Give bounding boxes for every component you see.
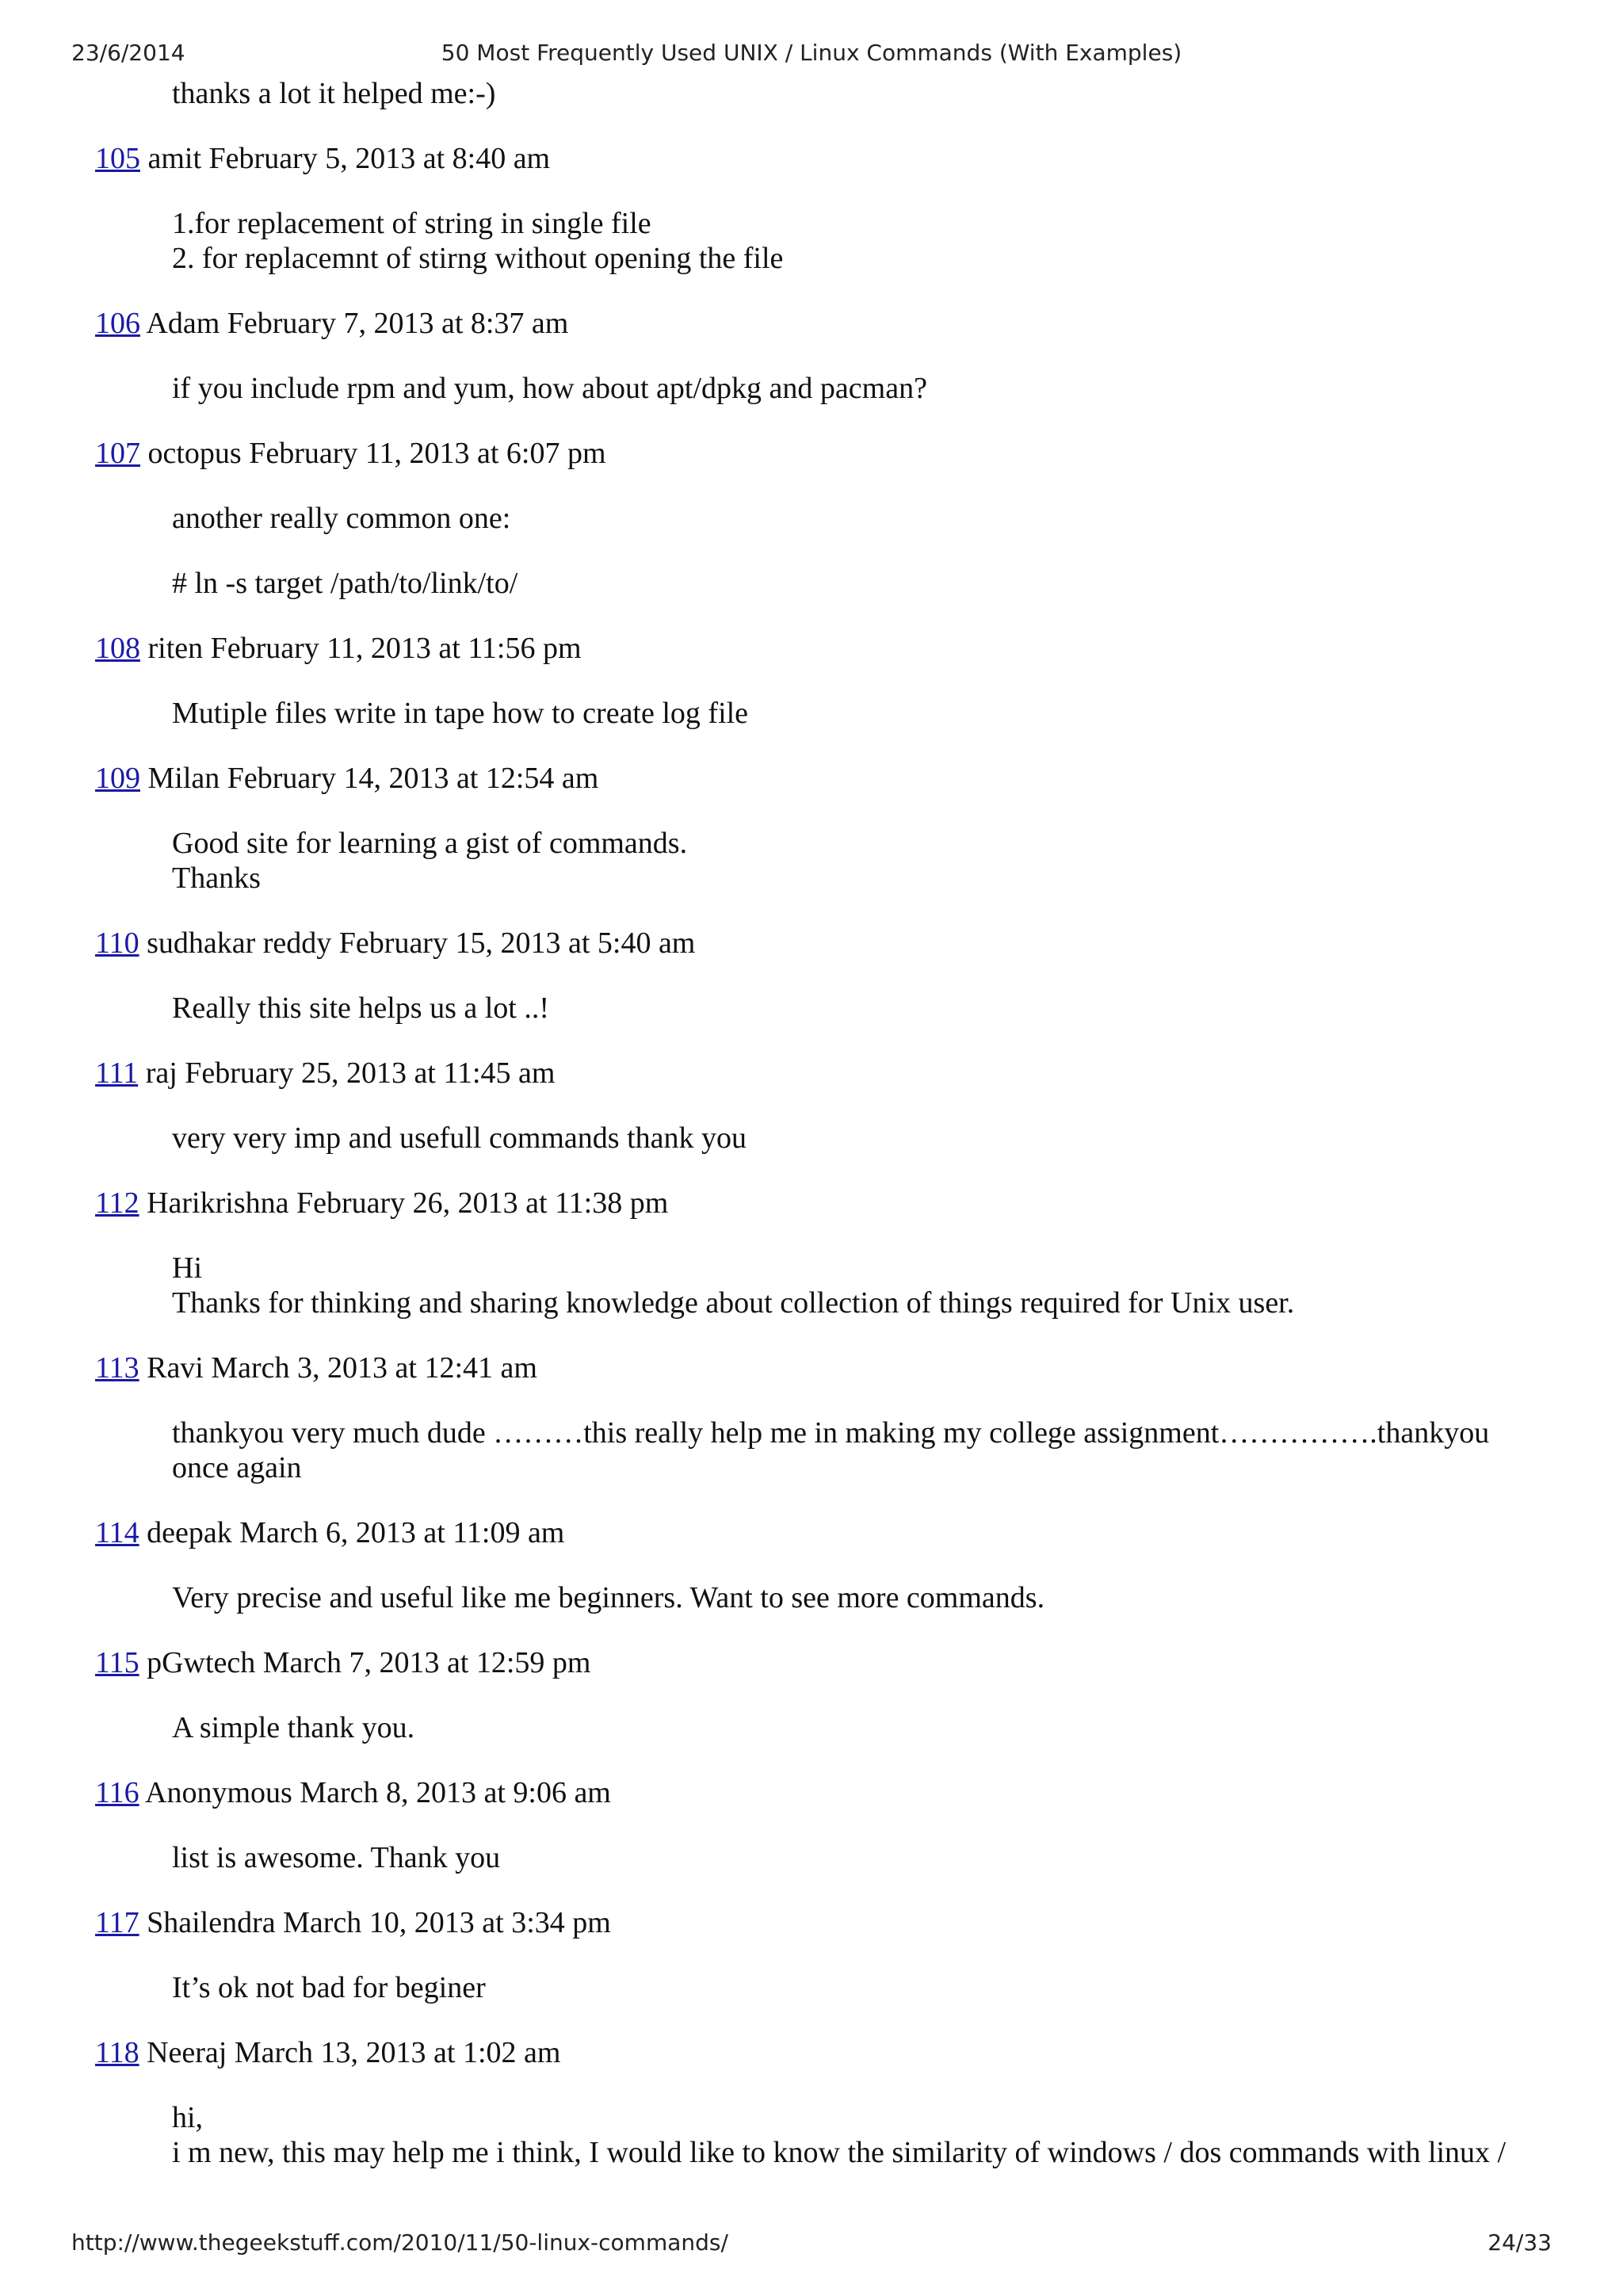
comment-paragraph: Really this site helps us a lot ..! bbox=[172, 991, 550, 1025]
comment-header bbox=[95, 436, 1553, 471]
comment-item bbox=[95, 1350, 1553, 1485]
comment-body bbox=[172, 206, 1553, 276]
comment-body bbox=[172, 1415, 1553, 1485]
comment-item bbox=[95, 1186, 1553, 1320]
comment-item bbox=[95, 1645, 1553, 1745]
comment-author-date: sudhakar reddy February 15, 2013 at 5:40 am bbox=[147, 926, 696, 960]
comment-body bbox=[172, 2100, 1553, 2170]
comment-body bbox=[172, 501, 1553, 601]
comment-item bbox=[95, 1775, 1553, 1875]
comment-item bbox=[95, 436, 1553, 601]
comment-paragraph: Hi Thanks for thinking and sharing knowledge about collection of things required for Unix user. bbox=[172, 1251, 1295, 1320]
comment-body bbox=[172, 991, 1553, 1026]
comment-body bbox=[172, 1580, 1553, 1615]
comment-paragraph: hi, i m new, this may help me i think, I would like to know the similarity of windows / dos commands with linux / bbox=[172, 2101, 1507, 2169]
comment-author-date: Anonymous March 8, 2013 at 9:06 am bbox=[145, 1776, 611, 1809]
comment-paragraph: thankyou very much dude ………this really help me in making my college assignment…………….thankyou once again bbox=[172, 1416, 1490, 1484]
comment-header bbox=[95, 1905, 1553, 1940]
comments-content bbox=[95, 76, 1553, 2170]
comment-body bbox=[172, 1121, 1553, 1156]
comment-header bbox=[95, 141, 1553, 176]
comment-paragraph: It’s ok not bad for beginer bbox=[172, 1971, 486, 2004]
page-number: 24/33 bbox=[1487, 2229, 1552, 2256]
comment-body bbox=[172, 1840, 1553, 1875]
comment-item bbox=[95, 1515, 1553, 1615]
comment-item bbox=[95, 1905, 1553, 2005]
comment-item bbox=[95, 631, 1553, 731]
comment-header bbox=[95, 631, 1553, 666]
comment-header bbox=[95, 2035, 1553, 2070]
comment-body bbox=[172, 1710, 1553, 1745]
comment-body bbox=[172, 371, 1553, 406]
comment-body bbox=[172, 1251, 1553, 1320]
comment-author-date: deepak March 6, 2013 at 11:09 am bbox=[147, 1516, 565, 1549]
comment-item bbox=[95, 141, 1553, 276]
comment-number-link[interactable]: 113 bbox=[95, 1351, 139, 1385]
comment-item bbox=[95, 1056, 1553, 1156]
comment-list bbox=[95, 141, 1553, 2170]
comment-author-date: Adam February 7, 2013 at 8:37 am bbox=[146, 307, 569, 340]
comment-paragraph: A simple thank you. bbox=[172, 1711, 415, 1744]
print-footer bbox=[0, 2229, 1623, 2256]
comment-number-link[interactable]: 112 bbox=[95, 1186, 139, 1220]
comment-number-link[interactable]: 107 bbox=[95, 437, 140, 470]
print-page-title: 50 Most Frequently Used UNIX / Linux Commands (With Examples) bbox=[441, 40, 1182, 66]
comment-item bbox=[95, 306, 1553, 406]
comment-item bbox=[95, 926, 1553, 1026]
comment-number-link[interactable]: 108 bbox=[95, 632, 140, 665]
comment-number-link[interactable]: 109 bbox=[95, 762, 140, 795]
comment-item bbox=[95, 2035, 1553, 2170]
comment-header bbox=[95, 1645, 1553, 1680]
comment-author-date: Milan February 14, 2013 at 12:54 am bbox=[147, 762, 599, 795]
comment-number-link[interactable]: 114 bbox=[95, 1516, 139, 1549]
comment-body bbox=[172, 696, 1553, 731]
comment-number-link[interactable]: 116 bbox=[95, 1776, 139, 1809]
comment-author-date: Harikrishna February 26, 2013 at 11:38 pm bbox=[147, 1186, 669, 1220]
comment-header bbox=[95, 761, 1553, 796]
comment-author-date: Ravi March 3, 2013 at 12:41 am bbox=[147, 1351, 537, 1385]
comment-item bbox=[95, 761, 1553, 896]
comment-author-date: raj February 25, 2013 at 11:45 am bbox=[145, 1056, 556, 1090]
comment-author-date: Neeraj March 13, 2013 at 1:02 am bbox=[147, 2036, 561, 2069]
comment-header bbox=[95, 1186, 1553, 1221]
comment-header bbox=[95, 926, 1553, 961]
continued-comment-text: thanks a lot it helped me:-) bbox=[172, 77, 496, 110]
comment-number-link[interactable]: 106 bbox=[95, 307, 140, 340]
comment-header bbox=[95, 1515, 1553, 1550]
comment-paragraph: very very imp and usefull commands thank you bbox=[172, 1121, 747, 1155]
comment-number-link[interactable]: 105 bbox=[95, 142, 140, 175]
comment-paragraph: 1.for replacement of string in single file 2. for replacemnt of stirng without opening the file bbox=[172, 207, 784, 275]
comment-header bbox=[95, 306, 1553, 341]
comment-header bbox=[95, 1350, 1553, 1385]
print-header bbox=[0, 40, 1623, 67]
comment-header bbox=[95, 1775, 1553, 1810]
comment-paragraph: list is awesome. Thank you bbox=[172, 1841, 501, 1874]
comment-author-date: octopus February 11, 2013 at 6:07 pm bbox=[147, 437, 606, 470]
comment-number-link[interactable]: 111 bbox=[95, 1056, 139, 1090]
page-url: http://www.thegeekstuff.com/2010/11/50-linux-commands/ bbox=[71, 2229, 728, 2256]
comment-number-link[interactable]: 110 bbox=[95, 926, 139, 960]
comment-author-date: riten February 11, 2013 at 11:56 pm bbox=[147, 632, 582, 665]
comment-paragraph: Good site for learning a gist of commands. Thanks bbox=[172, 827, 688, 895]
comment-paragraph: another really common one: bbox=[172, 502, 511, 535]
comment-body bbox=[172, 826, 1553, 896]
comment-author-date: amit February 5, 2013 at 8:40 am bbox=[147, 142, 551, 175]
comment-number-link[interactable]: 118 bbox=[95, 2036, 139, 2069]
comment-header bbox=[95, 1056, 1553, 1091]
comment-author-date: Shailendra March 10, 2013 at 3:34 pm bbox=[147, 1906, 611, 1939]
comment-number-link[interactable]: 117 bbox=[95, 1906, 139, 1939]
print-date: 23/6/2014 bbox=[71, 40, 185, 66]
comment-paragraph: Very precise and useful like me beginners. Want to see more commands. bbox=[172, 1581, 1045, 1614]
comment-paragraph: if you include rpm and yum, how about apt/dpkg and pacman? bbox=[172, 372, 927, 405]
comment-author-date: pGwtech March 7, 2013 at 12:59 pm bbox=[147, 1646, 591, 1679]
comment-paragraph: Mutiple files write in tape how to create log file bbox=[172, 697, 749, 730]
comment-paragraph: # ln -s target /path/to/link/to/ bbox=[172, 567, 518, 600]
comment-body bbox=[172, 1970, 1553, 2005]
comment-number-link[interactable]: 115 bbox=[95, 1646, 139, 1679]
